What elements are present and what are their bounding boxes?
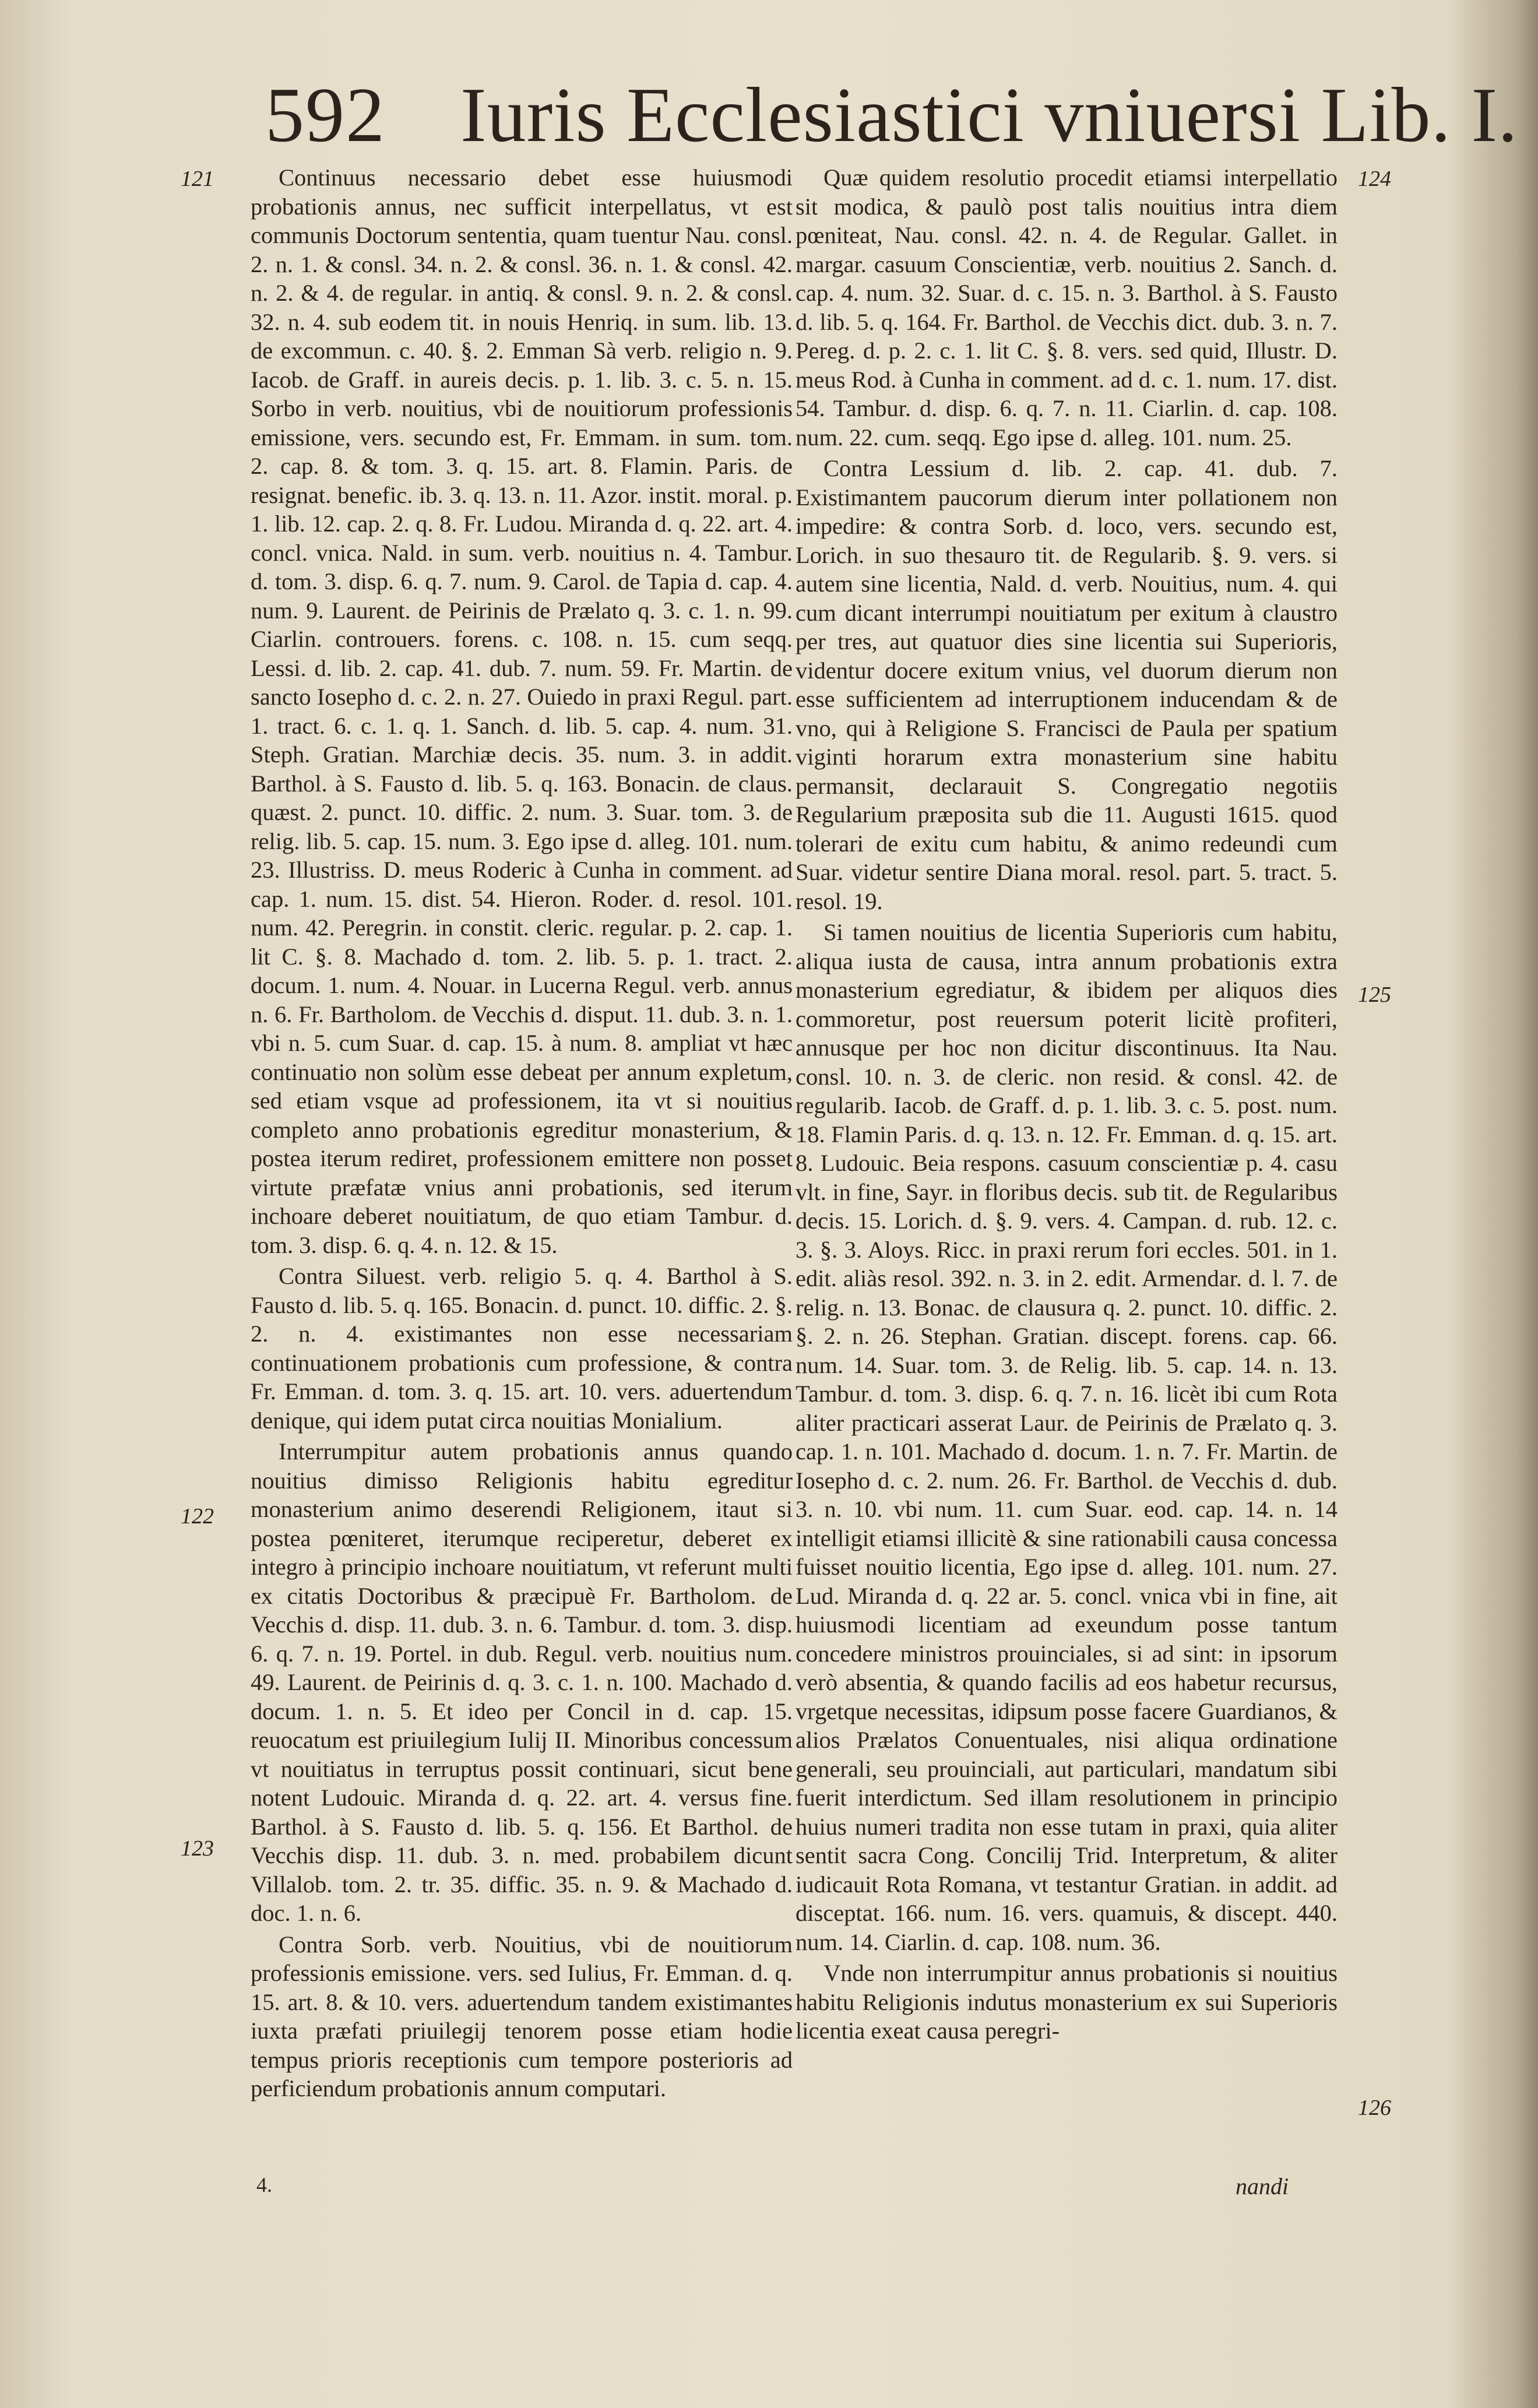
running-title: Iuris Ecclesiastici vniuersi Lib. I.	[460, 72, 1518, 158]
margin-number: 123	[181, 1836, 214, 1861]
margin-number: 121	[181, 167, 214, 191]
signature-mark: 4.	[256, 2173, 272, 2196]
paragraph: Vnde non interrumpitur annus probationis si nouitius habitu Religionis indutus monasterium ex sui Superioris licentia exeat causa peregri-	[796, 1960, 1338, 2044]
margin-number: 122	[181, 1504, 214, 1529]
left-column	[251, 163, 793, 2103]
margin-number: 126	[1358, 2096, 1391, 2120]
margin-number: 125	[1358, 983, 1391, 1007]
paragraph: Contra Siluest. verb. religio 5. q. 4. Barthol à S. Fausto d. lib. 5. q. 165. Bonacin. d. punct. 10. diffic. 2. §. 2. n. 4. existimantes non esse necessariam continuationem probationis cum professione, & contra Fr. Emman. d. tom. 3. q. 15. art. 10. vers. aduertendum denique, qui idem putat circa nouitias Monialium.	[251, 1263, 793, 1434]
paragraph: Contra Sorb. verb. Nouitius, vbi de nouitiorum professionis emissione. vers. sed Iulius, Fr. Emman. d. q. 15. art. 8. & 10. vers. aduertendum tandem existimantes iuxta præfati priuilegij tenorem posse etiam hodie tempus prioris receptionis cum tempore posterioris ad perficiendum probationis annum computari.	[251, 1931, 793, 2101]
page-number: 592	[265, 72, 386, 158]
paragraph: Si tamen nouitius de licentia Superioris cum habitu, aliqua iusta de causa, intra annum probationis extra monasterium egrediatur, & ibidem per aliquos dies commoretur, post reuersum poterit licitè profiteri, annusque per hoc non dicitur discontinuus. Ita Nau. consl. 10. n. 3. de cleric. non resid. & consl. 42. de regularib. Iacob. de Graff. d. p. 1. lib. 3. c. 5. post. num. 18. Flamin Paris. d. q. 13. n. 12. Fr. Emman. d. q. 15. art. 8. Ludouic. Beia respons. casuum conscientiæ p. 4. casu vlt. in fine, Sayr. in floribus decis. sub tit. de Regularibus decis. 15. Lorich. d. §. 9. vers. 4. Campan. d. rub. 12. c. 3. §. 3. Aloys. Ricc. in praxi rerum fori eccles. 501. in 1. edit. aliàs resol. 392. n. 3. in 2. edit. Armendar. d. l. 7. de relig. n. 13. Bonac. de clausura q. 2. punct. 10. diffic. 2. §. 2. n. 26. Stephan. Gratian. discept. forens. cap. 66. num. 14. Suar. tom. 3. de Relig. lib. 5. cap. 14. n. 13. Tambur. d. tom. 3. disp. 6. q. 7. n. 16. licèt ibi cum Rota aliter practicari asserat Laur. de Peirinis de Prælato q. 3. cap. 1. n. 101. Machado d. docum. 1. n. 7. Fr. Martin. de Iosepho d. c. 2. num. 26. Fr. Barthol. de Vecchis d. dub. 3. n. 10. vbi num. 11. cum Suar. eod. cap. 14. n. 14 intelligit etiamsi illicitè & sine rationabili causa concessa fuisset nouitio licentia, Ego ipse d. alleg. 101. num. 27. Lud. Miranda d. q. 22 ar. 5. concl. vnica vbi in fine, ait huiusmodi licentiam ad exeundum posse tantum concedere ministros prouinciales, si ad sint: in ipsorum verò absentia, & quando facilis ad eos habetur recursus, vrgetque necessitas, idipsum posse facere Guardianos, & alios Prælatos Conuentuales, nisi aliqua ordinatione generali, seu prouinciali, aut particulari, mandatum sibi fuerit interdictum. Sed illam resolutionem in principio huius numeri tradita non esse tutam in praxi, quia aliter sentit sacra Cong. Concilij Trid. Interpretum, & aliter iudicauit Rota Romana, vt testantur Gratian. in addit. ad disceptat. 166. num. 16. vers. quamuis, & discept. 440. num. 14. Ciarlin. d. cap. 108. num. 36.	[796, 919, 1338, 1955]
paragraph: Continuus necessario debet esse huiusmodi probationis annus, nec sufficit interpellatus, vt est communis Doctorum sententia, quam tuentur Nau. consl. 2. n. 1. & consl. 34. n. 2. & consl. 36. n. 1. & consl. 42. n. 2. & 4. de regular. in antiq. & consl. 9. n. 2. & consl. 32. n. 4. sub eodem tit. in nouis Henriq. in sum. lib. 13. de excommun. c. 40. §. 2. Emman Sà verb. religio n. 9. Iacob. de Graff. in aureis decis. p. 1. lib. 3. c. 5. n. 15. Sorbo in verb. nouitius, vbi de nouitiorum professionis emissione, vers. secundo est, Fr. Emmam. in sum. tom. 2. cap. 8. & tom. 3. q. 15. art. 8. Flamin. Paris. de resignat. benefic. ib. 3. q. 13. n. 11. Azor. instit. moral. p. 1. lib. 12. cap. 2. q. 8. Fr. Ludou. Miranda d. q. 22. art. 4. concl. vnica. Nald. in sum. verb. nouitius n. 4. Tambur. d. tom. 3. disp. 6. q. 7. num. 9. Carol. de Tapia d. cap. 4. num. 9. Laurent. de Peirinis de Prælato q. 3. c. 1. n. 99. Ciarlin. controuers. forens. c. 108. n. 15. cum seqq. Lessi. d. lib. 2. cap. 41. dub. 7. num. 59. Fr. Martin. de sancto Iosepho d. c. 2. n. 27. Ouiedo in praxi Regul. part. 1. tract. 6. c. 1. q. 1. Sanch. d. lib. 5. cap. 4. num. 31. Steph. Gratian. Marchiæ decis. 35. num. 3. in addit. Barthol. à S. Fausto d. lib. 5. q. 163. Bonacin. de claus. quæst. 2. punct. 10. diffic. 2. num. 3. Suar. tom. 3. de relig. lib. 5. cap. 15. num. 3. Ego ipse d. alleg. 101. num. 23. Illustriss. D. meus Roderic à Cunha in comment. ad cap. 1. num. 15. dist. 54. Hieron. Roder. d. resol. 101. num. 42. Peregrin. in constit. cleric. regular. p. 2. cap. 1. lit C. §. 8. Machado d. tom. 2. lib. 5. p. 1. tract. 2. docum. 1. num. 4. Nouar. in Lucerna Regul. verb. annus n. 6. Fr. Bartholom. de Vecchis d. disput. 11. dub. 3. n. 1. vbi n. 5. cum Suar. d. cap. 15. à num. 8. ampliat vt hæc continuatio non solùm esse debeat per annum expletum, sed etiam vsque ad professionem, ita vt si nouitius completo anno probationis egreditur monasterium, & postea iterum rediret, professionem emittere non posset virtute præfatæ vnius anni probationis, sed iterum inchoare deberet nouitiatum, de quo etiam Tambur. d. tom. 3. disp. 6. q. 4. n. 12. & 15.	[251, 164, 793, 1258]
catchword: nandi	[1236, 2173, 1289, 2199]
page-header	[0, 70, 1538, 169]
paragraph: Quæ quidem resolutio procedit etiamsi interpellatio sit modica, & paulò post talis nouitius intra diem pœniteat, Nau. consl. 42. n. 4. de Regular. Gallet. in margar. casuum Conscientiæ, verb. nouitius 2. Sanch. d. cap. 4. num. 32. Suar. d. c. 15. n. 3. Barthol. à S. Fausto d. lib. 5. q. 164. Fr. Barthol. de Vecchis dict. dub. 3. n. 7. Pereg. d. p. 2. c. 1. lit C. §. 8. vers. sed quid, Illustr. D. meus Rod. à Cunha in comment. ad d. c. 1. num. 17. dist. 54. Tambur. d. disp. 6. q. 7. n. 11. Ciarlin. d. cap. 108. num. 22. cum. seqq. Ego ipse d. alleg. 101. num. 25.	[796, 164, 1338, 450]
margin-number: 124	[1358, 167, 1391, 191]
paragraph: Interrumpitur autem probationis annus quando nouitius dimisso Religionis habitu egreditur monasterium animo deserendi Religionem, itaut si postea pœniteret, iterumque reciperetur, deberet ex integro à principio inchoare nouitiatum, vt referunt multi ex citatis Doctoribus & præcipuè Fr. Bartholom. de Vecchis d. disp. 11. dub. 3. n. 6. Tambur. d. tom. 3. disp. 6. q. 7. n. 19. Portel. in dub. Regul. verb. nouitius num. 49. Laurent. de Peirinis d. q. 3. c. 1. n. 100. Machado d. docum. 1. n. 5. Et ideo per Concil in d. cap. 15. reuocatum est priuilegium Iulij II. Minoribus concessum vt nouitiatus in terruptus possit continuari, sicut bene notent Ludouic. Miranda d. q. 22. art. 4. versus fine. Barthol. à S. Fausto d. lib. 5. q. 156. Et Barthol. de Vecchis disp. 11. dub. 3. n. med. probabilem dicunt Villalob. tom. 2. tr. 35. diffic. 35. n. 9. & Machado d. doc. 1. n. 6.	[251, 1438, 793, 1926]
right-column	[796, 163, 1338, 2046]
paragraph: Contra Lessium d. lib. 2. cap. 41. dub. 7. Existimantem paucorum dierum inter pollationem non impedire: & contra Sorb. d. loco, vers. secundo est, Lorich. in suo thesauro tit. de Regularib. §. 9. vers. si autem sine licentia, Nald. d. verb. Nouitius, num. 4. qui cum dicant interrumpi nouitiatum per exitum à claustro per tres, aut quatuor dies sine licentia sui Superioris, videntur docere exitum vnius, vel duorum dierum non esse sufficientem ad interruptionem inducendam & de vno, qui à Religione S. Francisci de Paula per spatium viginti horarum extra monasterium sine habitu permansit, declarauit S. Congregatio negotiis Regularium præposita sub die 11. Augusti 1615. quod tolerari de exitu cum habitu, & animo redeundi cum Suar. videtur sentire Diana moral. resol. part. 5. tract. 5. resol. 19.	[796, 455, 1338, 914]
